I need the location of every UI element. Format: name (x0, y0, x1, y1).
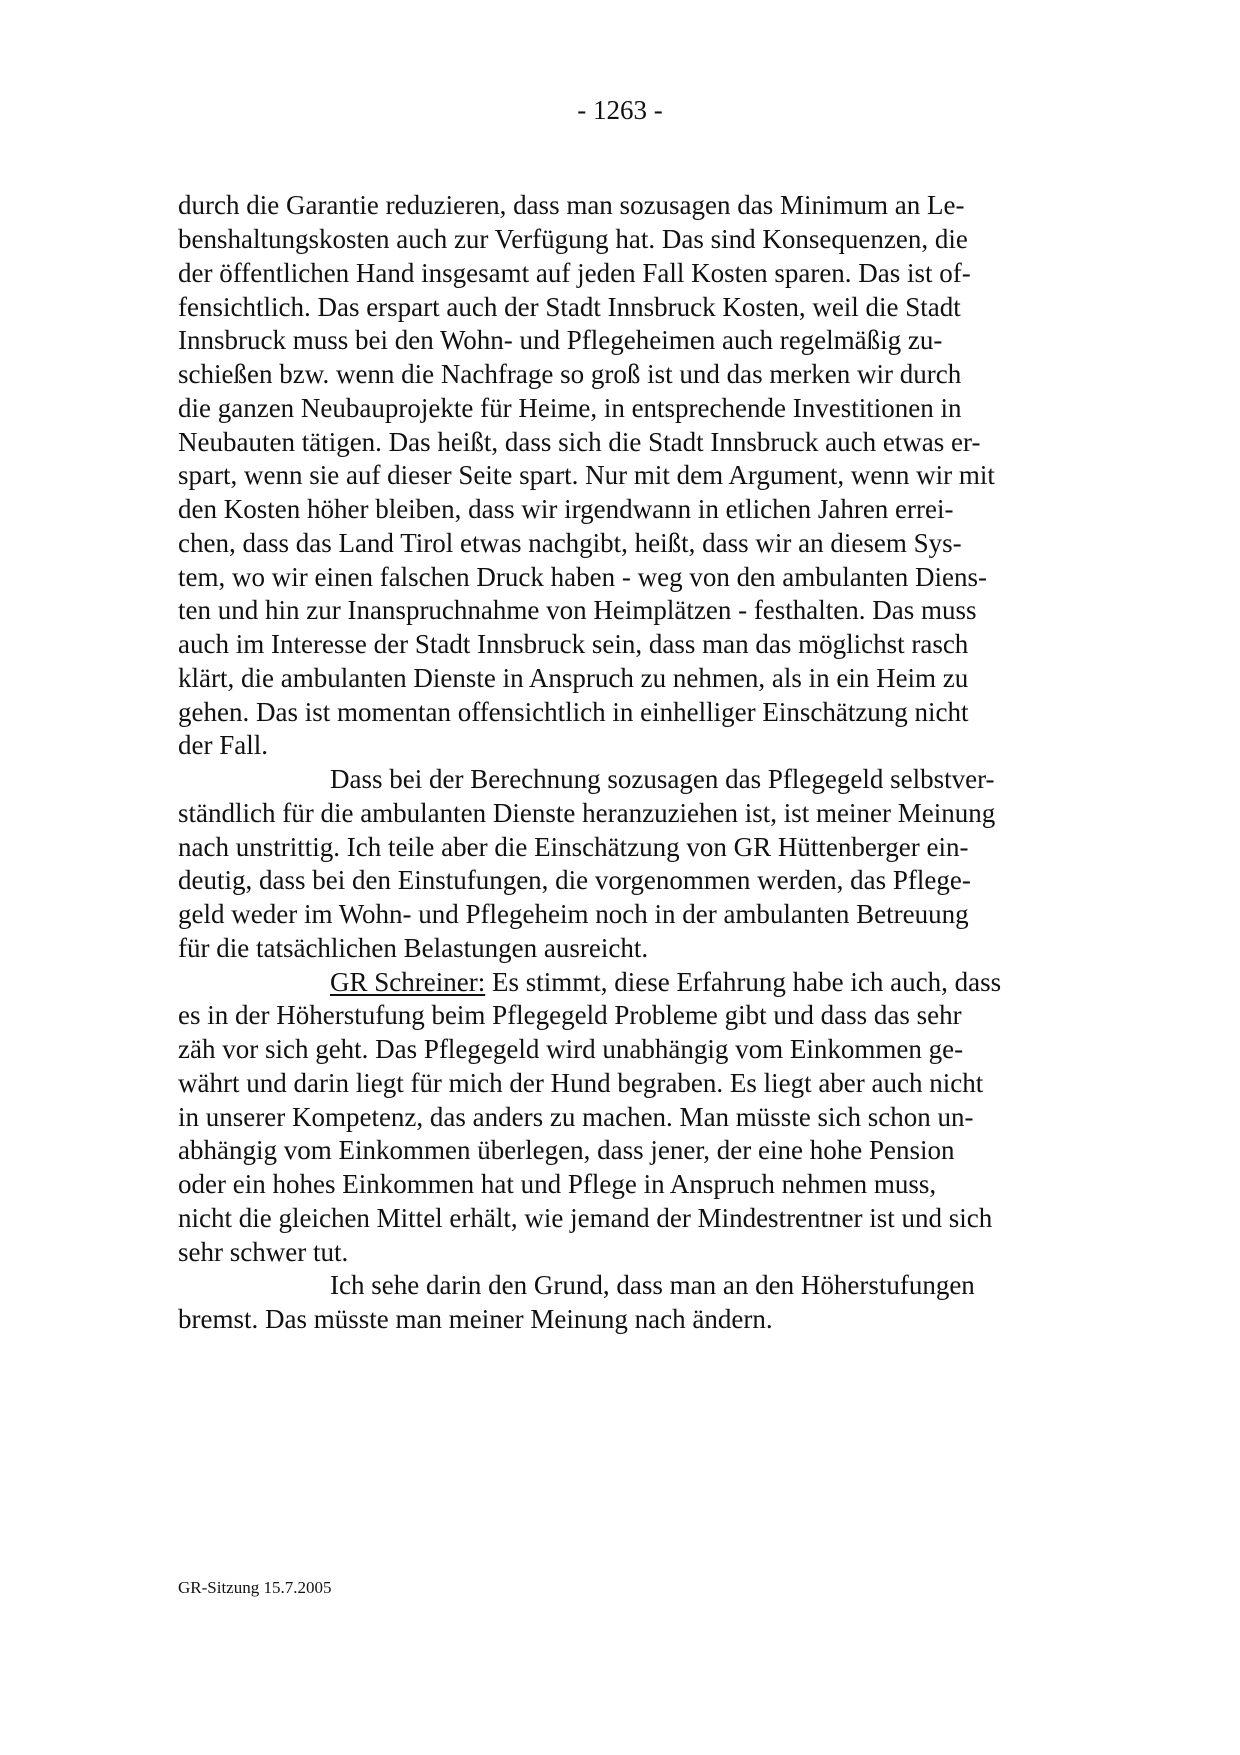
text-line: für die tatsächlichen Belastungen ausreicht. (178, 933, 649, 963)
footer: GR-Sitzung 15.7.2005 (178, 1578, 332, 1597)
text-line: zäh vor sich geht. Das Pflegegeld wird unabhängig vom Einkommen ge- (178, 1034, 964, 1064)
text-line: benshaltungskosten auch zur Verfügung hat. Das sind Konsequenzen, die (178, 224, 968, 254)
text-line: währt und darin liegt für mich der Hund begraben. Es liegt aber auch nicht (178, 1068, 984, 1098)
text-line: ständlich für die ambulanten Dienste heranzuziehen ist, ist meiner Meinung (178, 798, 996, 828)
text-line: tem, wo wir einen falschen Druck haben - weg von den ambulanten Diens- (178, 562, 987, 592)
text-line: bremst. Das müsste man meiner Meinung nach ändern. (178, 1304, 773, 1334)
text-line: oder ein hohes Einkommen hat und Pflege in Anspruch nehmen muss, (178, 1169, 937, 1199)
text-line: Innsbruck muss bei den Wohn- und Pflegeheimen auch regelmäßig zu- (178, 325, 943, 355)
text-line-rest: Es stimmt, diese Erfahrung habe ich auch, dass (485, 967, 1002, 997)
text-line: den Kosten höher bleiben, dass wir irgendwann in etlichen Jahren errei- (178, 494, 954, 524)
text-line: deutig, dass bei den Einstufungen, die vorgenommen werden, das Pflege- (178, 865, 971, 895)
text-line: spart, wenn sie auf dieser Seite spart. Nur mit dem Argument, wenn wir mit (178, 460, 995, 490)
text-line: der Fall. (178, 730, 268, 760)
text-line: ten und hin zur Inanspruchnahme von Heimplätzen - festhalten. Das muss (178, 595, 977, 625)
text-line: abhängig vom Einkommen überlegen, dass jener, der eine hohe Pension (178, 1135, 955, 1165)
text-line: schießen bzw. wenn die Nachfrage so groß ist und das merken wir durch (178, 359, 962, 389)
text-line: der öffentlichen Hand insgesamt auf jeden Fall Kosten sparen. Das ist of- (178, 258, 971, 288)
text-line: es in der Höherstufung beim Pflegegeld Probleme gibt und dass das sehr (178, 1000, 962, 1030)
text-line: Ich sehe darin den Grund, dass man an den Höherstufungen (330, 1270, 975, 1300)
text-line: sehr schwer tut. (178, 1237, 349, 1267)
text-line: nicht die gleichen Mittel erhält, wie jemand der Mindestrentner ist und sich (178, 1203, 993, 1233)
text-line (330, 966, 1001, 998)
page-number: - 1263 - (577, 95, 663, 125)
speaker-name: GR Schreiner: (330, 967, 486, 997)
text-line: nach unstrittig. Ich teile aber die Einschätzung von GR Hüttenberger ein- (178, 832, 969, 862)
text-line: geld weder im Wohn- und Pflegeheim noch in der ambulanten Betreuung (178, 899, 969, 929)
text-line: fensichtlich. Das erspart auch der Stadt Innsbruck Kosten, weil die Stadt (178, 292, 961, 322)
text-line: klärt, die ambulanten Dienste in Anspruch zu nehmen, als in ein Heim zu (178, 663, 969, 693)
text-line: gehen. Das ist momentan offensichtlich in einhelliger Einschätzung nicht (178, 697, 969, 727)
text-line: Neubauten tätigen. Das heißt, dass sich die Stadt Innsbruck auch etwas er- (178, 427, 981, 457)
text-line: auch im Interesse der Stadt Innsbruck sein, dass man das möglichst rasch (178, 629, 969, 659)
text-line: chen, dass das Land Tirol etwas nachgibt, heißt, dass wir an diesem Sys- (178, 528, 962, 558)
text-line: in unserer Kompetenz, das anders zu machen. Man müsste sich schon un- (178, 1102, 974, 1132)
text-line: durch die Garantie reduzieren, dass man sozusagen das Minimum an Le- (178, 190, 965, 220)
text-line: die ganzen Neubauprojekte für Heime, in entsprechende Investitionen in (178, 393, 962, 423)
text-line: Dass bei der Berechnung sozusagen das Pflegegeld selbstver- (330, 764, 995, 794)
